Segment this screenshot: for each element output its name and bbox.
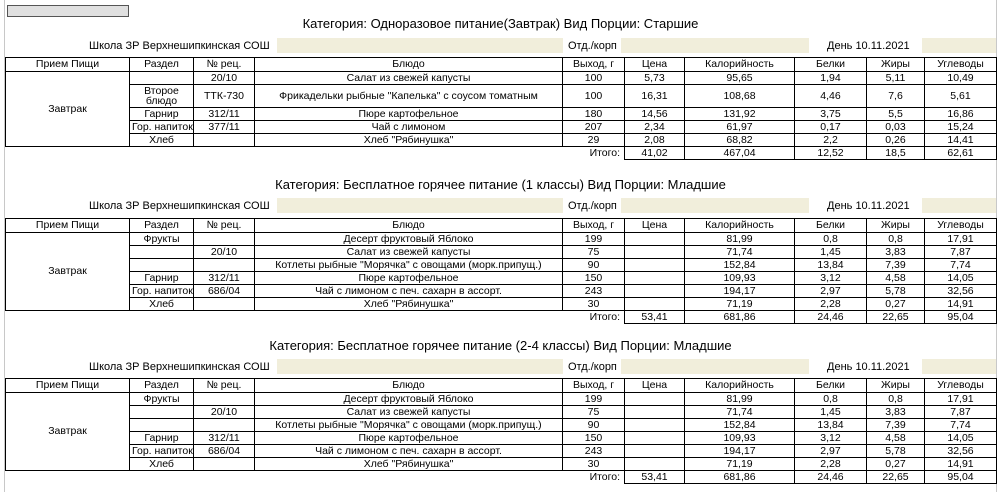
col-proteins: Белки: [795, 219, 867, 233]
price-cell: [625, 259, 685, 272]
section-cell: Фрукты: [130, 393, 194, 406]
price-cell: 2,08: [625, 134, 685, 147]
calories-cell: 131,92: [685, 108, 795, 121]
carbs-cell: 32,56: [925, 285, 997, 298]
recipe-cell: 686/04: [194, 445, 255, 458]
carbs-cell: 14,91: [925, 458, 997, 471]
col-fats: Жиры: [867, 219, 925, 233]
section-cell: Гарнир: [130, 432, 194, 445]
section-cell: Гор. напиток: [130, 445, 194, 458]
col-dish: Блюдо: [255, 219, 563, 233]
table-row: [6, 419, 997, 432]
table-row: [6, 259, 997, 272]
col-output: Выход, г: [563, 58, 625, 72]
total-label: Итого:: [589, 146, 620, 159]
total-calories: 467,04: [685, 147, 795, 160]
recipe-cell: 20/10: [194, 406, 255, 419]
fats-cell: 3,83: [867, 406, 925, 419]
total-fats: 22,65: [867, 311, 925, 324]
recipe-cell: ТТК-730: [194, 85, 255, 108]
col-carbs: Углеводы: [925, 379, 997, 393]
school-label: Школа ЗР Верхнешипкинская СОШ: [89, 40, 270, 52]
day-field: [922, 198, 996, 213]
table-row: [6, 246, 997, 259]
recipe-cell: [194, 458, 255, 471]
col-section: Раздел: [130, 379, 194, 393]
carbs-cell: 5,61: [925, 85, 997, 108]
menu-table: [5, 57, 997, 160]
dish-cell: Десерт фруктовый Яблоко: [255, 393, 563, 406]
col-meal: Прием Пищи: [6, 219, 130, 233]
price-cell: 2,34: [625, 121, 685, 134]
output-cell: 30: [563, 458, 625, 471]
menu-block-3: [4, 330, 997, 492]
calories-cell: 71,19: [685, 298, 795, 311]
price-cell: [625, 458, 685, 471]
dish-cell: Чай с лимоном с печ. сахарн в ассорт.: [255, 445, 563, 458]
table-row: [6, 432, 997, 445]
price-cell: [625, 298, 685, 311]
dish-cell: Фрикадельки рыбные "Капелька" с соусом томатным: [255, 85, 563, 108]
day-label: День 10.11.2021: [827, 200, 910, 212]
school-field: [277, 198, 563, 213]
proteins-cell: 2,97: [795, 445, 867, 458]
col-calories: Калорийность: [685, 379, 795, 393]
table-row: [6, 298, 997, 311]
proteins-cell: 2,28: [795, 298, 867, 311]
fats-cell: 7,6: [867, 85, 925, 108]
menu-block-2: [4, 170, 997, 330]
col-price: Цена: [625, 379, 685, 393]
fats-cell: 5,78: [867, 445, 925, 458]
section-cell: [130, 406, 194, 419]
calories-cell: 194,17: [685, 445, 795, 458]
recipe-cell: 312/11: [194, 108, 255, 121]
school-label: Школа ЗР Верхнешипкинская СОШ: [89, 200, 270, 212]
col-section: Раздел: [130, 219, 194, 233]
section-cell: Второе блюдо: [130, 85, 194, 108]
output-cell: 243: [563, 445, 625, 458]
recipe-cell: 377/11: [194, 121, 255, 134]
calories-cell: 109,93: [685, 432, 795, 445]
day-field: [922, 359, 996, 374]
output-cell: 30: [563, 298, 625, 311]
price-cell: [625, 432, 685, 445]
carbs-cell: 7,74: [925, 419, 997, 432]
section-cell: [130, 419, 194, 432]
section-cell: Гор. напиток: [130, 285, 194, 298]
proteins-cell: 13,84: [795, 419, 867, 432]
price-cell: 16,31: [625, 85, 685, 108]
col-meal: Прием Пищи: [6, 379, 130, 393]
calories-cell: 61,97: [685, 121, 795, 134]
total-proteins: 24,46: [795, 471, 867, 484]
dish-cell: Пюре картофельное: [255, 432, 563, 445]
table-row: [6, 458, 997, 471]
table-row: [6, 445, 997, 458]
dish-cell: Чай с лимоном: [255, 121, 563, 134]
table-row: [6, 108, 997, 121]
price-cell: 14,56: [625, 108, 685, 121]
output-cell: 75: [563, 246, 625, 259]
menu-info-row: [5, 38, 996, 54]
total-carbs: 95,04: [925, 311, 997, 324]
section-cell: Гор. напиток: [130, 121, 194, 134]
menu-title: Категория: Бесплатное горячее питание (2-4 классы) Вид Порции: Младшие: [269, 338, 732, 353]
carbs-cell: 32,56: [925, 445, 997, 458]
day-label: День 10.11.2021: [827, 40, 910, 52]
proteins-cell: 1,45: [795, 406, 867, 419]
calories-cell: 194,17: [685, 285, 795, 298]
dish-cell: Десерт фруктовый Яблоко: [255, 233, 563, 246]
calories-cell: 71,74: [685, 406, 795, 419]
carbs-cell: 14,05: [925, 272, 997, 285]
output-cell: 207: [563, 121, 625, 134]
output-cell: 29: [563, 134, 625, 147]
price-cell: [625, 393, 685, 406]
total-calories: 681,86: [685, 471, 795, 484]
calories-cell: 71,19: [685, 458, 795, 471]
col-recipe: № рец.: [194, 58, 255, 72]
menu-table: [5, 218, 997, 324]
output-cell: 75: [563, 406, 625, 419]
output-cell: 199: [563, 233, 625, 246]
fats-cell: 0,27: [867, 458, 925, 471]
fats-cell: 5,11: [867, 72, 925, 85]
carbs-cell: 7,87: [925, 406, 997, 419]
output-cell: 150: [563, 432, 625, 445]
total-carbs: 62,61: [925, 147, 997, 160]
meal-cell: Завтрак: [6, 72, 130, 147]
output-cell: 100: [563, 85, 625, 108]
table-row: [6, 85, 997, 108]
carbs-cell: 14,91: [925, 298, 997, 311]
col-price: Цена: [625, 219, 685, 233]
dept-field: [621, 359, 809, 374]
price-cell: [625, 419, 685, 432]
total-proteins: 24,46: [795, 311, 867, 324]
col-carbs: Углеводы: [925, 58, 997, 72]
recipe-cell: 312/11: [194, 432, 255, 445]
col-proteins: Белки: [795, 58, 867, 72]
col-dish: Блюдо: [255, 58, 563, 72]
total-price: 53,41: [625, 471, 685, 484]
col-output: Выход, г: [563, 219, 625, 233]
calories-cell: 108,68: [685, 85, 795, 108]
fats-cell: 0,03: [867, 121, 925, 134]
col-calories: Калорийность: [685, 58, 795, 72]
price-cell: [625, 272, 685, 285]
proteins-cell: 3,75: [795, 108, 867, 121]
fats-cell: 7,39: [867, 259, 925, 272]
fats-cell: 4,58: [867, 432, 925, 445]
table-row: [6, 72, 997, 85]
price-cell: [625, 285, 685, 298]
dept-field: [621, 198, 809, 213]
dept-label: Отд./корп: [568, 40, 617, 52]
fats-cell: 5,78: [867, 285, 925, 298]
carbs-cell: 14,41: [925, 134, 997, 147]
fats-cell: 0,8: [867, 393, 925, 406]
carbs-cell: 17,91: [925, 233, 997, 246]
fats-cell: 0,8: [867, 233, 925, 246]
dept-label: Отд./корп: [568, 361, 617, 373]
output-cell: 100: [563, 72, 625, 85]
total-fats: 18,5: [867, 147, 925, 160]
output-cell: 180: [563, 108, 625, 121]
total-label: Итого:: [589, 470, 620, 483]
proteins-cell: 0,17: [795, 121, 867, 134]
carbs-cell: 14,05: [925, 432, 997, 445]
calories-cell: 95,65: [685, 72, 795, 85]
proteins-cell: 13,84: [795, 259, 867, 272]
total-row: [6, 147, 997, 160]
fats-cell: 0,26: [867, 134, 925, 147]
output-cell: 150: [563, 272, 625, 285]
proteins-cell: 1,94: [795, 72, 867, 85]
section-cell: Гарнир: [130, 108, 194, 121]
table-header-row: [6, 379, 997, 393]
meal-cell: Завтрак: [6, 233, 130, 311]
total-calories: 681,86: [685, 311, 795, 324]
total-row: [6, 471, 997, 484]
recipe-cell: 20/10: [194, 72, 255, 85]
school-field: [277, 38, 563, 53]
school-field: [277, 359, 563, 374]
fats-cell: 0,27: [867, 298, 925, 311]
total-row: [6, 311, 997, 324]
col-proteins: Белки: [795, 379, 867, 393]
recipe-cell: [194, 134, 255, 147]
proteins-cell: 3,12: [795, 272, 867, 285]
calories-cell: 109,93: [685, 272, 795, 285]
fats-cell: 3,83: [867, 246, 925, 259]
menu-info-row: [5, 359, 996, 375]
proteins-cell: 0,8: [795, 233, 867, 246]
price-cell: [625, 445, 685, 458]
calories-cell: 152,84: [685, 419, 795, 432]
section-cell: [130, 72, 194, 85]
proteins-cell: 3,12: [795, 432, 867, 445]
col-fats: Жиры: [867, 379, 925, 393]
output-cell: 243: [563, 285, 625, 298]
section-cell: Гарнир: [130, 272, 194, 285]
recipe-cell: 312/11: [194, 272, 255, 285]
fats-cell: 7,39: [867, 419, 925, 432]
section-cell: [130, 259, 194, 272]
total-carbs: 95,04: [925, 471, 997, 484]
price-cell: [625, 246, 685, 259]
carbs-cell: 10,49: [925, 72, 997, 85]
proteins-cell: 2,2: [795, 134, 867, 147]
col-calories: Калорийность: [685, 219, 795, 233]
calories-cell: 152,84: [685, 259, 795, 272]
meal-cell: Завтрак: [6, 393, 130, 471]
recipe-cell: [194, 259, 255, 272]
carbs-cell: 7,87: [925, 246, 997, 259]
col-dish: Блюдо: [255, 379, 563, 393]
section-cell: Хлеб: [130, 134, 194, 147]
table-row: [6, 406, 997, 419]
table-row: [6, 393, 997, 406]
table-row: [6, 121, 997, 134]
dish-cell: Котлеты рыбные "Морячка" с овощами (морк.припущ.): [255, 259, 563, 272]
recipe-cell: [194, 393, 255, 406]
table-header-row: [6, 219, 997, 233]
dish-cell: Пюре картофельное: [255, 108, 563, 121]
dish-cell: Хлеб "Рябинушка": [255, 298, 563, 311]
price-cell: [625, 233, 685, 246]
dept-label: Отд./корп: [568, 200, 617, 212]
menu-block-1: [4, 0, 997, 170]
output-cell: 90: [563, 259, 625, 272]
day-label: День 10.11.2021: [827, 361, 910, 373]
col-section: Раздел: [130, 58, 194, 72]
table-row: [6, 134, 997, 147]
dish-cell: Пюре картофельное: [255, 272, 563, 285]
carbs-cell: 15,24: [925, 121, 997, 134]
recipe-cell: 20/10: [194, 246, 255, 259]
recipe-cell: 686/04: [194, 285, 255, 298]
output-cell: 90: [563, 419, 625, 432]
proteins-cell: 1,45: [795, 246, 867, 259]
proteins-cell: 2,28: [795, 458, 867, 471]
fats-cell: 4,58: [867, 272, 925, 285]
col-carbs: Углеводы: [925, 219, 997, 233]
col-price: Цена: [625, 58, 685, 72]
total-proteins: 12,52: [795, 147, 867, 160]
proteins-cell: 0,8: [795, 393, 867, 406]
school-label: Школа ЗР Верхнешипкинская СОШ: [89, 361, 270, 373]
carbs-cell: 7,74: [925, 259, 997, 272]
dish-cell: Котлеты рыбные "Морячка" с овощами (морк.припущ.): [255, 419, 563, 432]
table-header-row: [6, 58, 997, 72]
section-cell: [130, 246, 194, 259]
col-output: Выход, г: [563, 379, 625, 393]
menu-info-row: [5, 198, 996, 214]
calories-cell: 71,74: [685, 246, 795, 259]
carbs-cell: 16,86: [925, 108, 997, 121]
col-fats: Жиры: [867, 58, 925, 72]
price-cell: 5,73: [625, 72, 685, 85]
menu-table: [5, 378, 997, 484]
dish-cell: Салат из свежей капусты: [255, 72, 563, 85]
dish-cell: Хлеб "Рябинушка": [255, 458, 563, 471]
proteins-cell: 4,46: [795, 85, 867, 108]
price-cell: [625, 406, 685, 419]
table-row: [6, 272, 997, 285]
total-price: 53,41: [625, 311, 685, 324]
dept-field: [621, 38, 809, 53]
dish-cell: Салат из свежей капусты: [255, 406, 563, 419]
total-fats: 22,65: [867, 471, 925, 484]
carbs-cell: 17,91: [925, 393, 997, 406]
calories-cell: 68,82: [685, 134, 795, 147]
table-row: [6, 285, 997, 298]
total-price: 41,02: [625, 147, 685, 160]
day-field: [922, 38, 996, 53]
menu-title: Категория: Одноразовое питание(Завтрак) Вид Порции: Старшие: [302, 16, 699, 31]
section-cell: Хлеб: [130, 458, 194, 471]
section-cell: Фрукты: [130, 233, 194, 246]
fats-cell: 5,5: [867, 108, 925, 121]
calories-cell: 81,99: [685, 393, 795, 406]
table-row: [6, 233, 997, 246]
dish-cell: Чай с лимоном с печ. сахарн в ассорт.: [255, 285, 563, 298]
dish-cell: Салат из свежей капусты: [255, 246, 563, 259]
proteins-cell: 2,97: [795, 285, 867, 298]
dish-cell: Хлеб "Рябинушка": [255, 134, 563, 147]
col-recipe: № рец.: [194, 379, 255, 393]
menu-title: Категория: Бесплатное горячее питание (1 классы) Вид Порции: Младшие: [275, 177, 726, 192]
recipe-cell: [194, 233, 255, 246]
recipe-cell: [194, 419, 255, 432]
col-meal: Прием Пищи: [6, 58, 130, 72]
col-recipe: № рец.: [194, 219, 255, 233]
output-cell: 199: [563, 393, 625, 406]
section-cell: Хлеб: [130, 298, 194, 311]
total-label: Итого:: [589, 310, 620, 323]
recipe-cell: [194, 298, 255, 311]
calories-cell: 81,99: [685, 233, 795, 246]
